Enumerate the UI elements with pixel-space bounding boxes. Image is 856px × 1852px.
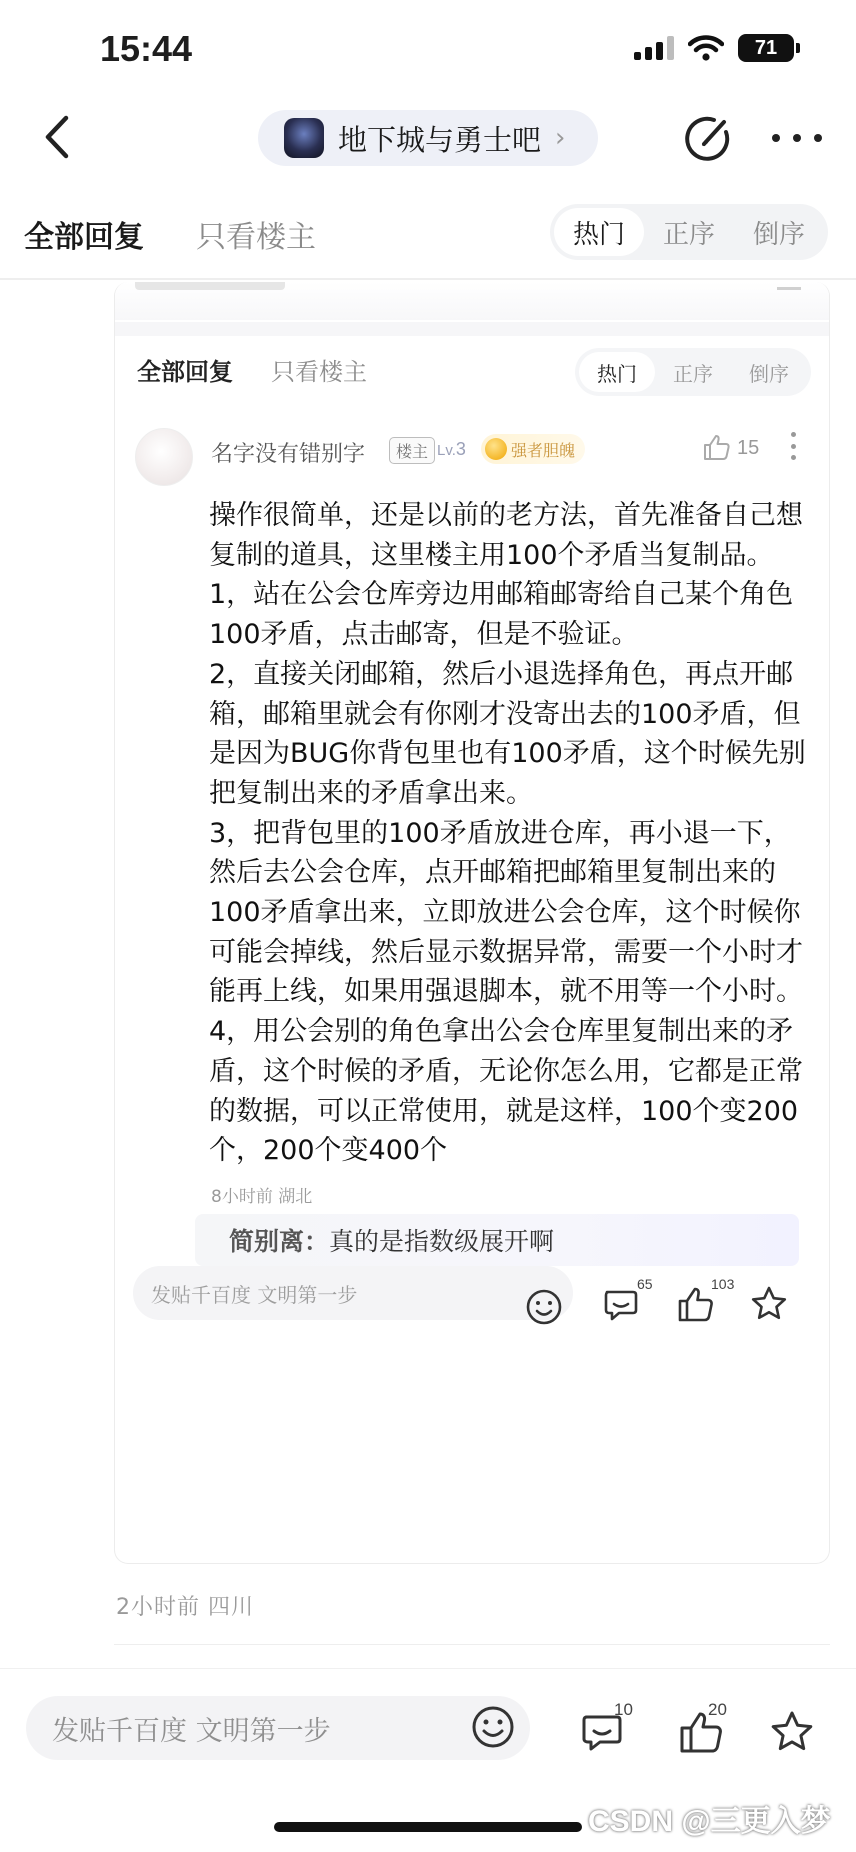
post-meta: 8小时前 湖北 [211, 1187, 313, 1207]
edit-post-icon[interactable] [684, 114, 732, 162]
like-count: 15 [737, 437, 760, 459]
card-separator [115, 322, 830, 336]
quoted-sort-ascending: 正序 [673, 361, 713, 386]
post-paragraph: 操作很简单，还是以前的老方法，首先准备自己想复制的道具，这里楼主用100个矛盾当复制品。 [209, 500, 803, 571]
thumbs-up-icon [701, 432, 731, 462]
comment-count: 10 [614, 1700, 633, 1719]
back-chevron-icon[interactable] [36, 112, 76, 162]
star-icon[interactable] [768, 1708, 816, 1756]
reply-input[interactable]: 发贴千百度 文明第一步 [26, 1696, 530, 1760]
post-paragraph: 4，用公会别的角色拿出公会仓库里复制出来的矛盾，这个时候的矛盾，无论你怎么用，它都是正常的数据，可以正常使用，就是这样，100个变200个，200个变400个 [209, 1016, 803, 1167]
op-badge: 楼主 [389, 437, 435, 464]
quoted-comment-icon [601, 1284, 641, 1324]
cellular-signal-icon [634, 36, 674, 60]
sub-reply-content: 真的是指数级展开啊 [329, 1227, 555, 1256]
level-badge [437, 439, 466, 460]
quoted-star-icon [749, 1284, 789, 1324]
quoted-sort-hot: 热门 [579, 352, 655, 392]
smiley-icon[interactable] [470, 1704, 516, 1750]
home-indicator [274, 1822, 582, 1832]
forum-name: 地下城与勇士吧 [338, 122, 542, 157]
forum-arrow-icon: › [555, 123, 566, 153]
quoted-comment-count: 65 [637, 1276, 653, 1292]
watermark: CSDN @三更入梦 [588, 1805, 831, 1838]
quoted-tab-op-only: 只看楼主 [271, 358, 367, 386]
level-prefix: Lv. [437, 442, 456, 459]
quoted-reply-input: 发贴千百度 文明第一步 [133, 1266, 573, 1320]
tab-all-replies[interactable]: 全部回复 [24, 220, 144, 255]
post-more-icon [791, 432, 797, 460]
post-time-location: 2小时前 四川 [116, 1595, 254, 1620]
wifi-icon [688, 35, 724, 61]
outer-divider [114, 1644, 830, 1645]
sub-reply-author: 简别离： [229, 1227, 330, 1256]
username: 名字没有错别字 [211, 442, 366, 467]
status-time: 15:44 [100, 28, 193, 69]
like-count: 20 [708, 1700, 727, 1719]
quoted-screenshot-card[interactable] [114, 282, 830, 1564]
tab-op-only[interactable]: 只看楼主 [196, 220, 316, 255]
sort-segmented-control [550, 204, 828, 260]
sort-descending[interactable]: 倒序 [752, 219, 805, 250]
quoted-sort-descending: 倒序 [749, 361, 789, 386]
more-options-icon[interactable] [772, 128, 822, 148]
avatar [135, 428, 193, 486]
quoted-like-count: 103 [711, 1276, 735, 1292]
battery-indicator: 71 [738, 34, 794, 62]
top-divider [0, 278, 856, 280]
post-paragraph: 3，把背包里的100矛盾放进仓库，再小退一下，然后去公会仓库，点开邮箱把邮箱里复制出来的100矛盾拿出来，立即放进公会仓库，这个时候你可能会掉线，然后显示数据异常，需要一个小时才能再上线，如果用强退脚本，就不用等一个小时。 [209, 817, 803, 1008]
quoted-thumbs-up-icon [675, 1284, 715, 1324]
cut-off-top-strip [115, 282, 830, 320]
quoted-smiley-icon [525, 1288, 563, 1326]
post-paragraph: 2，直接关闭邮箱，然后小退选择角色，再点开邮箱，邮箱里就会有你刚才没寄出去的100矛盾，但是因为BUG你背包里也有100矛盾，这个时候先别把复制出来的矛盾拿出来。 [209, 658, 806, 809]
sort-ascending[interactable]: 正序 [662, 219, 715, 250]
sort-hot[interactable]: 热门 [554, 208, 644, 256]
post-paragraph: 1，站在公会仓库旁边用邮箱邮寄给自己某个角色100矛盾，点击邮寄，但是不验证。 [209, 579, 794, 651]
medal-badge [481, 434, 585, 464]
forum-name-pill[interactable] [258, 110, 598, 166]
quoted-tab-all-replies: 全部回复 [137, 358, 233, 386]
medal-icon [485, 438, 507, 460]
sub-reply-text [229, 1222, 554, 1258]
post-body [209, 496, 817, 1171]
medal-label: 强者胆魄 [511, 440, 576, 460]
quoted-sort-control [575, 348, 811, 396]
forum-logo [284, 118, 324, 158]
level-number: 3 [455, 439, 466, 459]
status-icons [634, 34, 794, 62]
